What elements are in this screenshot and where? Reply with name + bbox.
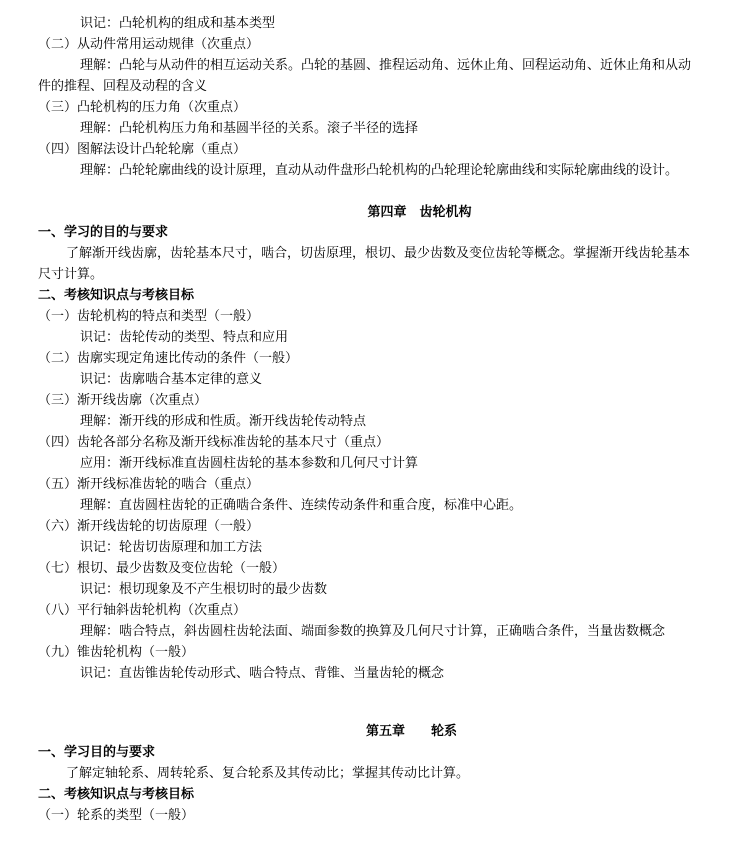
item-detail: 理解：啮合特点，斜齿圆柱齿轮法面、端面参数的换算及几何尺寸计算，正确啮合条件，当量齿数概念 (80, 624, 666, 639)
item-heading: （五）渐开线标准齿轮的啮合（重点） (38, 477, 260, 492)
item-heading: （二）齿廓实现定角速比传动的条件（一般） (38, 351, 299, 366)
paragraph: 了解渐开线齿廓，齿轮基本尺寸，啮合，切齿原理，根切、最少齿数及变位齿轮等概念。掌握渐开线齿轮基本 (66, 246, 691, 261)
text-line: 理解：凸轮与从动件的相互运动关系。凸轮的基圆、推程运动角、远休止角、回程运动角、近休止角和从动 (80, 58, 692, 73)
item-detail: 理解：直齿圆柱齿轮的正确啮合条件、连续传动条件和重合度，标准中心距。 (80, 498, 523, 513)
chapter-title: 第四章 齿轮机构 (367, 205, 472, 220)
item-detail: 识记：根切现象及不产生根切时的最少齿数 (80, 582, 328, 597)
section-heading: 二、考核知识点与考核目标 (38, 288, 195, 303)
item-heading: （八）平行轴斜齿轮机构（次重点） (38, 603, 247, 618)
item-heading: （二）从动件常用运动规律（次重点） (38, 37, 260, 52)
item-detail: 识记：轮齿切齿原理和加工方法 (80, 540, 263, 555)
item-detail: 识记：齿轮传动的类型、特点和应用 (80, 330, 289, 345)
text-line: 识记：凸轮机构的组成和基本类型 (80, 16, 276, 31)
text-line: 理解：凸轮轮廓曲线的设计原理，直动从动件盘形凸轮机构的凸轮理论轮廓曲线和实际轮廓曲线的设计。 (80, 163, 679, 178)
item-heading: （九）锥齿轮机构（一般） (38, 645, 195, 660)
section-heading: 一、学习目的与要求 (38, 745, 156, 760)
item-heading: （四）图解法设计凸轮轮廓（重点） (38, 142, 247, 157)
item-heading: （三）凸轮机构的压力角（次重点） (38, 100, 247, 115)
item-heading: （一）轮系的类型（一般） (38, 808, 195, 823)
item-heading: （四）齿轮各部分名称及渐开线标准齿轮的基本尺寸（重点） (38, 435, 390, 450)
text-line: 理解：凸轮机构压力角和基圆半径的关系。滚子半径的选择 (80, 121, 419, 136)
text-line: 件的推程、回程及动程的含义 (38, 79, 208, 94)
item-detail: 应用：渐开线标准直齿圆柱齿轮的基本参数和几何尺寸计算 (80, 456, 419, 471)
item-detail: 理解：渐开线的形成和性质。渐开线齿轮传动特点 (80, 414, 367, 429)
item-detail: 识记：直齿锥齿轮传动形式、啮合特点、背锥、当量齿轮的概念 (80, 666, 445, 681)
paragraph: 了解定轴轮系、周转轮系、复合轮系及其传动比；掌握其传动比计算。 (66, 766, 470, 781)
section-heading: 一、学习的目的与要求 (38, 225, 169, 240)
section-heading: 二、考核知识点与考核目标 (38, 787, 195, 802)
item-heading: （一）齿轮机构的特点和类型（一般） (38, 309, 260, 324)
item-heading: （七）根切、最少齿数及变位齿轮（一般） (38, 561, 286, 576)
chapter-title: 第五章 轮系 (365, 724, 457, 739)
item-heading: （三）渐开线齿廓（次重点） (38, 393, 208, 408)
item-detail: 识记：齿廓啮合基本定律的意义 (80, 372, 263, 387)
item-heading: （六）渐开线齿轮的切齿原理（一般） (38, 519, 260, 534)
paragraph: 尺寸计算。 (38, 267, 104, 282)
